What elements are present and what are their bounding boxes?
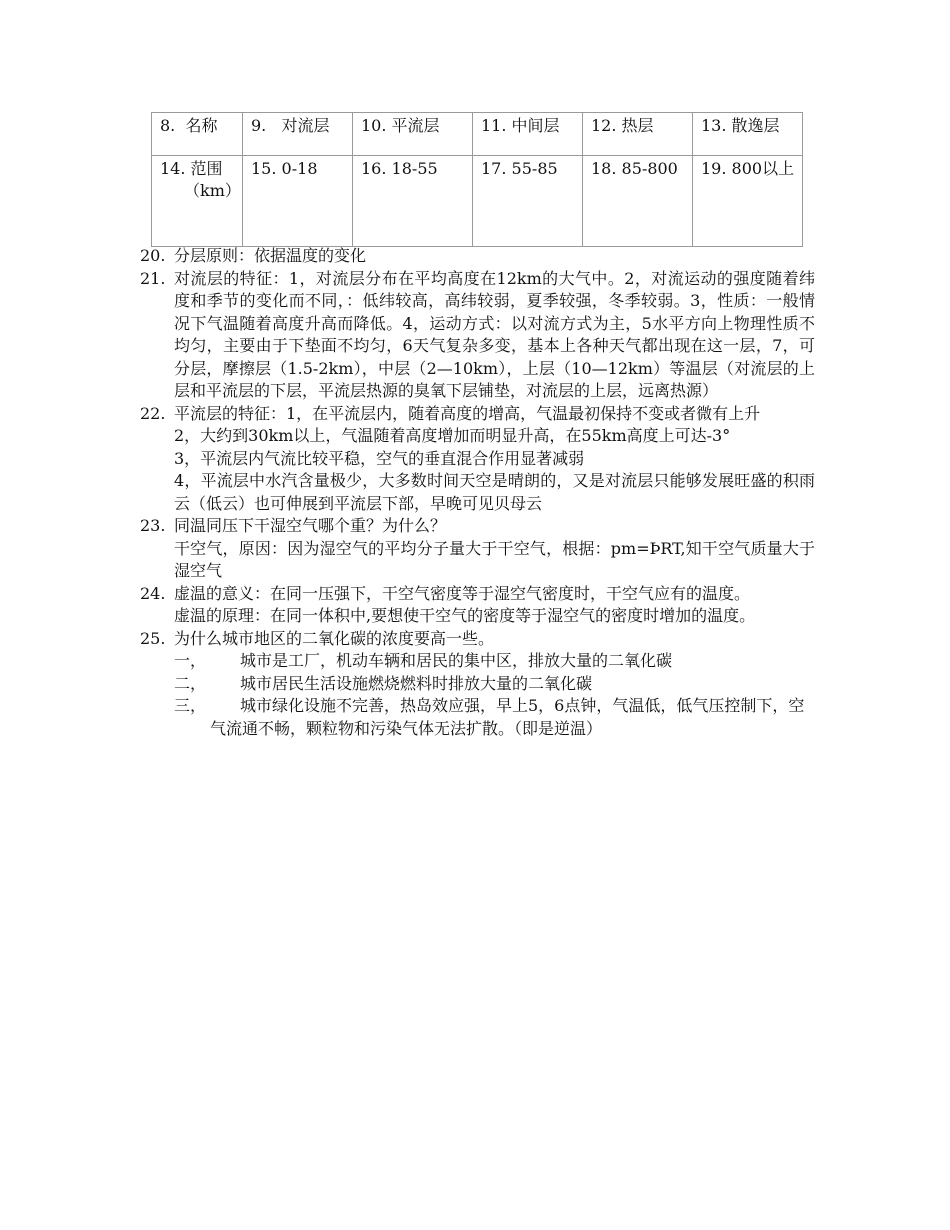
table-cell: 11. 中间层 — [473, 113, 583, 156]
item-number: 22. — [140, 403, 166, 423]
list-item — [140, 515, 815, 583]
paragraph: 对流层的特征：1，对流层分布在平均高度在12km的大气中。2，对流运动的强度随着纬度和季节的变化而不同，：低纬较高，高纬较弱，夏季较强，冬季较弱。3，性质：一般情况下气温随着高度升高而降低。4，运动方式：以对流方式为主，5水平方向上物理性质不均匀，主要由于下垫面不均匀，6天气复杂多变，基本上各种天气都出现在这一层，7，可分层，摩擦层（1.5-2km），中层（2—10km），上层（10—12km）等温层（对流层的上层和平流层的下层，平流层热源的臭氧下层铺垫，对流层的上层，远离热源） — [174, 268, 815, 400]
table-cell: 10. 平流层 — [353, 113, 473, 156]
paragraph: 分层原则：依据温度的变化 — [174, 246, 367, 265]
paragraph: 干空气，原因：因为湿空气的平均分子量大于干空气，根据：pm=ÞRT,知干空气质量大于湿空气 — [174, 538, 815, 580]
table-cell: 14. 范围（km） — [152, 156, 243, 247]
paragraph: 虚温的原理：在同一体积中,要想使干空气的密度等于湿空气的密度时增加的温度。 — [174, 606, 756, 625]
sub-item — [174, 650, 815, 673]
numbered-list — [140, 245, 815, 740]
sub-item — [174, 695, 815, 740]
sub-item-text: 城市绿化设施不完善，热岛效应强，早上5，6点钟，气温低，低气压控制下，空气流通不畅，颗粒物和污染气体无法扩散。（即是逆温） — [210, 696, 805, 738]
sub-item-text: 城市是工厂，机动车辆和居民的集中区，排放大量的二氧化碳 — [240, 651, 673, 670]
paragraph: 同温同压下干湿空气哪个重？为什么？ — [174, 516, 447, 535]
list-item — [140, 268, 815, 403]
item-number: 23. — [140, 516, 166, 535]
list-item — [140, 628, 815, 741]
sub-item-mark: 一， — [174, 651, 207, 670]
list-item — [140, 583, 815, 628]
paragraph: 4，平流层中水汽含量极少，大多数时间天空是晴朗的，又是对流层只能够发展旺盛的积雨云（低云）也可伸展到平流层下部，早晚可见贝母云 — [174, 471, 815, 513]
paragraph: 2，大约到30km以上，气温随着高度增加而明显升高，在55km高度上可达-3° — [174, 426, 731, 445]
paragraph: 虚温的意义：在同一压强下，干空气密度等于湿空气密度时，干空气应有的温度。 — [174, 583, 751, 603]
table-header-row — [152, 113, 803, 156]
table-cell: 12. 热层 — [583, 113, 693, 156]
paragraph: 为什么城市地区的二氧化碳的浓度要高一些。 — [174, 628, 495, 648]
table-cell: 18. 85-800 — [583, 156, 693, 247]
atmosphere-layers-table — [151, 112, 803, 247]
table-cell: 15. 0-18 — [243, 156, 353, 247]
table-cell: 17. 55-85 — [473, 156, 583, 247]
table-cell: 9. 对流层 — [243, 113, 353, 156]
paragraph: 平流层的特征：1，在平流层内，随着高度的增高，气温最初保持不变或者微有上升 — [174, 403, 761, 423]
table-data-row — [152, 156, 803, 247]
list-item — [140, 403, 815, 516]
item-number: 20. — [140, 246, 166, 265]
sub-item — [174, 673, 815, 696]
item-number: 21. — [140, 268, 166, 288]
item-number: 24. — [140, 583, 166, 603]
sub-item-text: 城市居民生活设施燃烧燃料时排放大量的二氧化碳 — [240, 673, 593, 693]
table-cell: 19. 800以上 — [693, 156, 803, 247]
list-item — [140, 245, 815, 268]
table-cell: 16. 18-55 — [353, 156, 473, 247]
sub-item-mark: 三， — [174, 696, 207, 715]
paragraph: 3，平流层内气流比较平稳，空气的垂直混合作用显著减弱 — [174, 448, 585, 468]
item-number: 25. — [140, 628, 166, 648]
table-cell: 13. 散逸层 — [693, 113, 803, 156]
sub-item-mark: 二， — [174, 673, 207, 693]
table-cell: 8. 名称 — [152, 113, 243, 156]
